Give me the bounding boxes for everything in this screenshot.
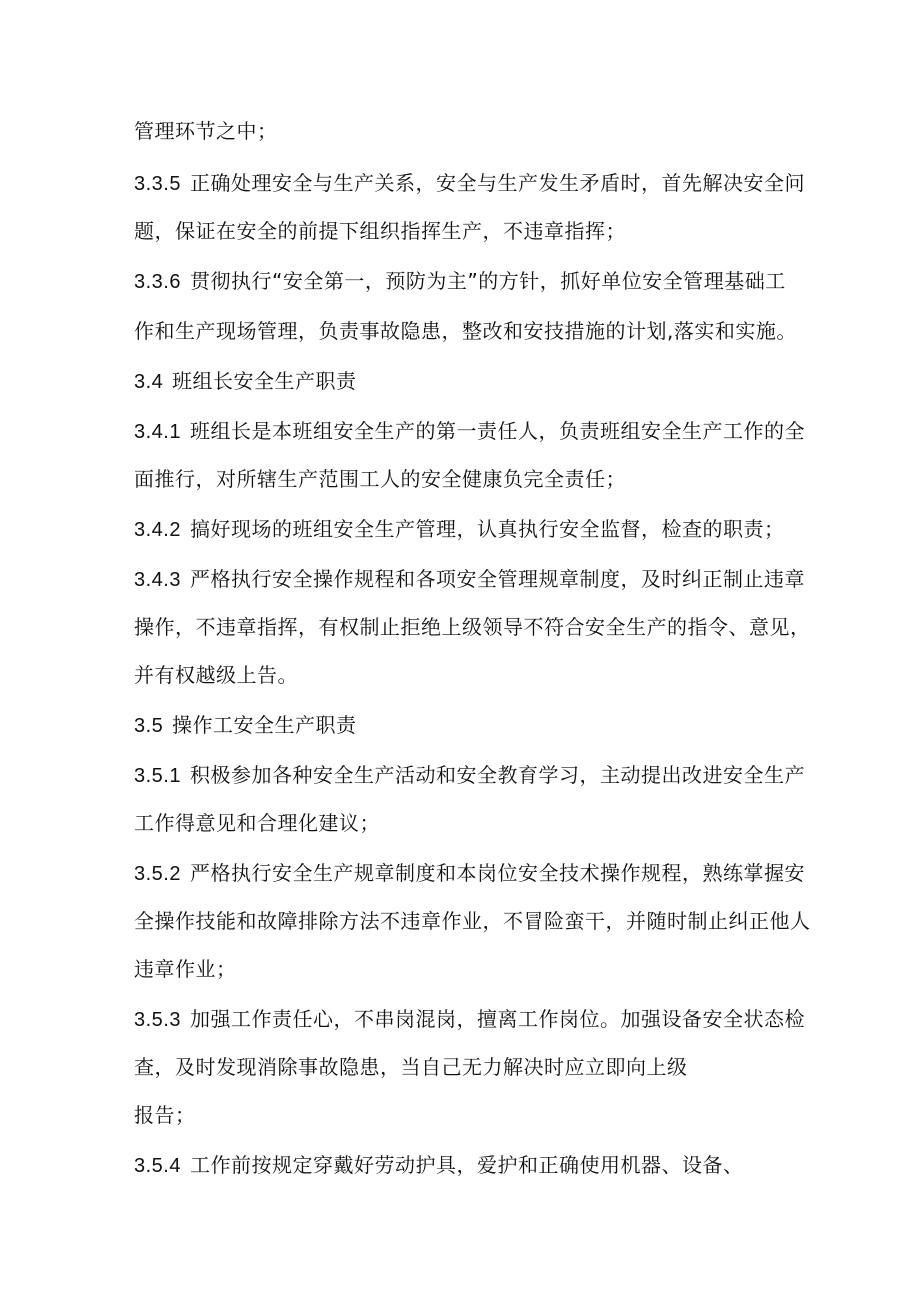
clause-3-5-1 [134,762,814,789]
text-line [134,810,814,836]
text-line [134,318,814,344]
section-number: 3.4 [134,371,164,393]
line-text: 操作，不违章指挥，有权制止拒绝上级领导不符合安全生产的指令、意见， [134,615,811,639]
text-line [134,908,814,934]
text-line [134,1054,814,1080]
clause-number: 3.5.3 [134,1009,181,1031]
section-heading-3-4 [134,368,814,395]
text-line [134,662,814,688]
line-text: 严格执行安全生产规章制度和本岗位安全技术操作规程，熟练掌握安 [190,861,805,885]
section-heading-3-5 [134,712,814,739]
line-text: 查，及时发现消除事故隐患，当自己无力解决时应立即向上级 [134,1055,688,1079]
section-title: 班组长安全生产职责 [172,369,357,393]
clause-3-3-5 [134,170,814,197]
line-text: 正确处理安全与生产关系，安全与生产发生矛盾时，首先解决安全问 [190,171,805,195]
clause-number: 3.3.5 [134,173,181,195]
clause-3-4-3 [134,566,814,593]
section-title: 操作工安全生产职责 [172,713,357,737]
line-text: 搞好现场的班组安全生产管理，认真执行安全监督，检查的职责； [190,517,785,541]
line-text: 贯彻执行“安全第一，预防为主”的方针，抓好单位安全管理基础工 [190,269,786,293]
text-line [134,956,814,982]
line-text: 作和生产现场管理，负责事故隐患，整改和安技措施的计划,落实和实施。 [134,319,797,343]
clause-number: 3.4.1 [134,421,181,443]
clause-number: 3.5.4 [134,1155,181,1177]
text-line [134,466,814,492]
line-text: 违章作业； [134,957,237,981]
clause-3-5-3 [134,1006,814,1033]
line-text: 报告； [134,1103,196,1127]
clause-3-4-2 [134,516,814,543]
section-number: 3.5 [134,715,164,737]
clause-3-3-6 [134,268,814,295]
line-text: 工作得意见和合理化建议； [134,811,380,835]
line-text: 班组长是本班组安全生产的第一责任人，负责班组安全生产工作的全 [190,419,805,443]
line-text: 严格执行安全操作规程和各项安全管理规章制度，及时纠正制止违章 [190,567,805,591]
text-line [134,614,814,640]
clause-3-5-4 [134,1152,814,1179]
clause-3-4-1 [134,418,814,445]
line-text: 题，保证在安全的前提下组织指挥生产，不违章指挥； [134,219,626,243]
text-line [134,218,814,244]
line-text: 面推行，对所辖生产范围工人的安全健康负完全责任； [134,467,626,491]
line-text: 工作前按规定穿戴好劳动护具，爱护和正确使用机器、设备、 [190,1153,744,1177]
clause-number: 3.4.3 [134,569,181,591]
line-text: 加强工作责任心，不串岗混岗，擅离工作岗位。加强设备安全状态检 [190,1007,805,1031]
line-text: 管理环节之中； [134,119,278,143]
text-line [134,1102,814,1128]
clause-number: 3.5.1 [134,765,181,787]
clause-number: 3.3.6 [134,271,181,293]
clause-number: 3.4.2 [134,519,181,541]
clause-number: 3.5.2 [134,863,181,885]
line-text: 积极参加各种安全生产活动和安全教育学习，主动提出改进安全生产 [190,763,805,787]
text-line [134,118,814,144]
line-text: 并有权越级上告。 [134,663,298,687]
line-text: 全操作技能和故障排除方法不违章作业，不冒险蛮干，并随时制止纠正他人 [134,909,811,933]
clause-3-5-2 [134,860,814,887]
